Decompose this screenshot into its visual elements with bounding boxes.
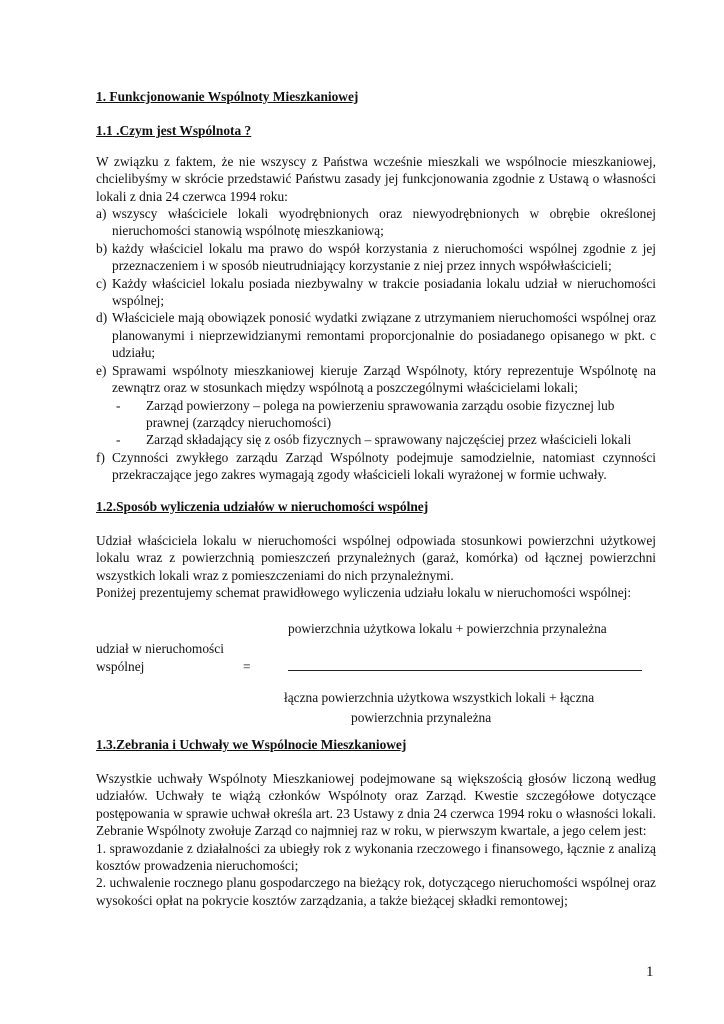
- formula-lhs-line2: wspólnej: [96, 658, 145, 674]
- section-1-1-number: 1.1: [96, 123, 113, 139]
- list-text: Każdy właściciel lokalu posiada niezbywalny w trakcie posiadania lokalu udział w nieruchomości wspólnej;: [112, 275, 656, 309]
- section-1-2-heading: 1.2.Sposób wyliczenia udziałów w nieruchomości wspólnej: [96, 498, 429, 514]
- page-number: 1: [646, 964, 654, 980]
- sub-text: Zarząd składający się z osób fizycznych – sprawowany najczęściej przez właścicieli lokali: [146, 432, 632, 448]
- formula-denominator-line2: powierzchnia przynależna: [351, 709, 492, 725]
- numbered-item-1: 1. sprawozdanie z działalności za ubiegły rok z wykonania rzeczowego i finansowego, łącznie z analizą kosztów prowadzenia nieruchomości;: [96, 840, 656, 873]
- fraction-line: [288, 670, 642, 671]
- sub-dash: -: [116, 397, 121, 413]
- formula-numerator: powierzchnia użytkowa lokalu + powierzchnia przynależna: [288, 620, 607, 636]
- main-heading: 1. Funkcjonowanie Wspólnoty Mieszkaniowej: [96, 89, 359, 104]
- list-item-f: [96, 449, 656, 484]
- list-item-d: [96, 309, 656, 361]
- share-formula: [96, 620, 656, 724]
- list-item-a: [96, 205, 656, 240]
- list-label: c): [96, 275, 107, 291]
- formula-lhs-line1: udział w nieruchomości: [96, 640, 224, 656]
- section-1-2-para2: Poniżej prezentujemy schemat prawidłowego wyliczenia udziału lokalu w nieruchomości wspólnej:: [96, 585, 632, 601]
- sub-item-2: [96, 431, 656, 448]
- list-text: wszyscy właściciele lokali wyodrębnionych oraz niewyodrębnionych w obrębie określonej nieruchomości stanowią wspólnotę mieszkaniową;: [112, 206, 656, 239]
- sub-dash: -: [116, 432, 121, 448]
- list-text: Sprawami wspólnoty mieszkaniowej kieruje Zarząd Wspólnoty, który reprezentuje Wspólnotę na zewnątrz oraz w stosunkach między wspólnotą a poszczególnymi właścicielami lokali;: [112, 362, 656, 396]
- section-1-3-heading: 1.3.Zebrania i Uchwały we Wspólnocie Mieszkaniowej: [96, 736, 407, 752]
- list-item-e: [96, 362, 656, 397]
- list-label: b): [96, 240, 108, 256]
- section-1-1-intro: W związku z faktem, że nie wszyscy z Państwa wcześnie mieszkali we wspólnocie mieszkaniowej, chcielibyśmy w skrócie przedstawić Państwu zasady jej funkcjonowania zgodnie z Ustawą o własności lokali z dnia 24 czerwca 1994 roku:: [96, 153, 656, 204]
- list-label: e): [96, 362, 107, 378]
- list-label: f): [96, 449, 105, 465]
- numbered-item-2: 2. uchwalenie rocznego planu gospodarczego na bieżący rok, dotyczącego nieruchomości wspólnej oraz wysokości opłat na pokrycie kosztów zarządzania, a także bieżącej składki remontowej;: [96, 875, 656, 908]
- sub-text: Zarząd powierzony – polega na powierzeniu sprawowania zarządu osobie fizycznej lub prawnej (zarządcy nieruchomości): [146, 397, 615, 430]
- list-label: a): [96, 206, 107, 222]
- section-1-1-heading: [96, 122, 656, 139]
- list-label: d): [96, 310, 108, 326]
- section-1-3-para: Wszystkie uchwały Wspólnoty Mieszkaniowej podejmowane są większością głosów liczoną według udziałów. Uchwały te wiążą członków Wspólnoty oraz Zarząd. Kwestie szczegółowe dotyczące postępowania w sprawie uchwał określa art. 23 Ustawy z dnia 24 czerwca 1994 roku o własności lokali. Zebranie Wspólnoty zwołuje Zarząd co najmniej raz w roku, w pierwszym kwartale, a jego celem jest:: [96, 770, 656, 839]
- section-1-2-para1: Udział właściciela lokalu w nieruchomości wspólnej odpowiada stosunkowi powierzchni użytkowej lokalu wraz z powierzchnią pomieszczeń przynależnych (garaż, komórka) od łącznej powierzchni wszystkich lokali wraz z pomieszczeniami do nich przynależnymi.: [96, 532, 656, 583]
- formula-equals: =: [243, 658, 251, 674]
- sub-item-1: [96, 397, 656, 432]
- list-item-c: [96, 275, 656, 310]
- list-text: każdy właściciel lokalu ma prawo do współ korzystania z nieruchomości wspólnej zgodnie z jej przeznaczeniem i w sposób nieutrudniający korzystanie z niej przez innych współwłaścicieli;: [112, 240, 656, 274]
- list-item-b: [96, 240, 656, 275]
- document-page: [96, 88, 656, 909]
- section-1-1-title: .Czym jest Wspólnota ?: [112, 123, 252, 139]
- list-text: Właściciele mają obowiązek ponosić wydatki związane z utrzymaniem nieruchomości wspólnej oraz planowanymi i nieprzewidzianymi remontami proporcjonalnie do posiadanego opisanego w pkt. c udziału;: [112, 310, 656, 361]
- formula-denominator-line1: łączna powierzchnia użytkowa wszystkich lokali + łączna: [284, 689, 595, 705]
- list-text: Czynności zwykłego zarządu Zarząd Wspólnoty podejmuje samodzielnie, natomiast czynności przekraczające jego zakres wymagają zgody właścicieli lokali wyrażonej w formie uchwały.: [112, 449, 656, 483]
